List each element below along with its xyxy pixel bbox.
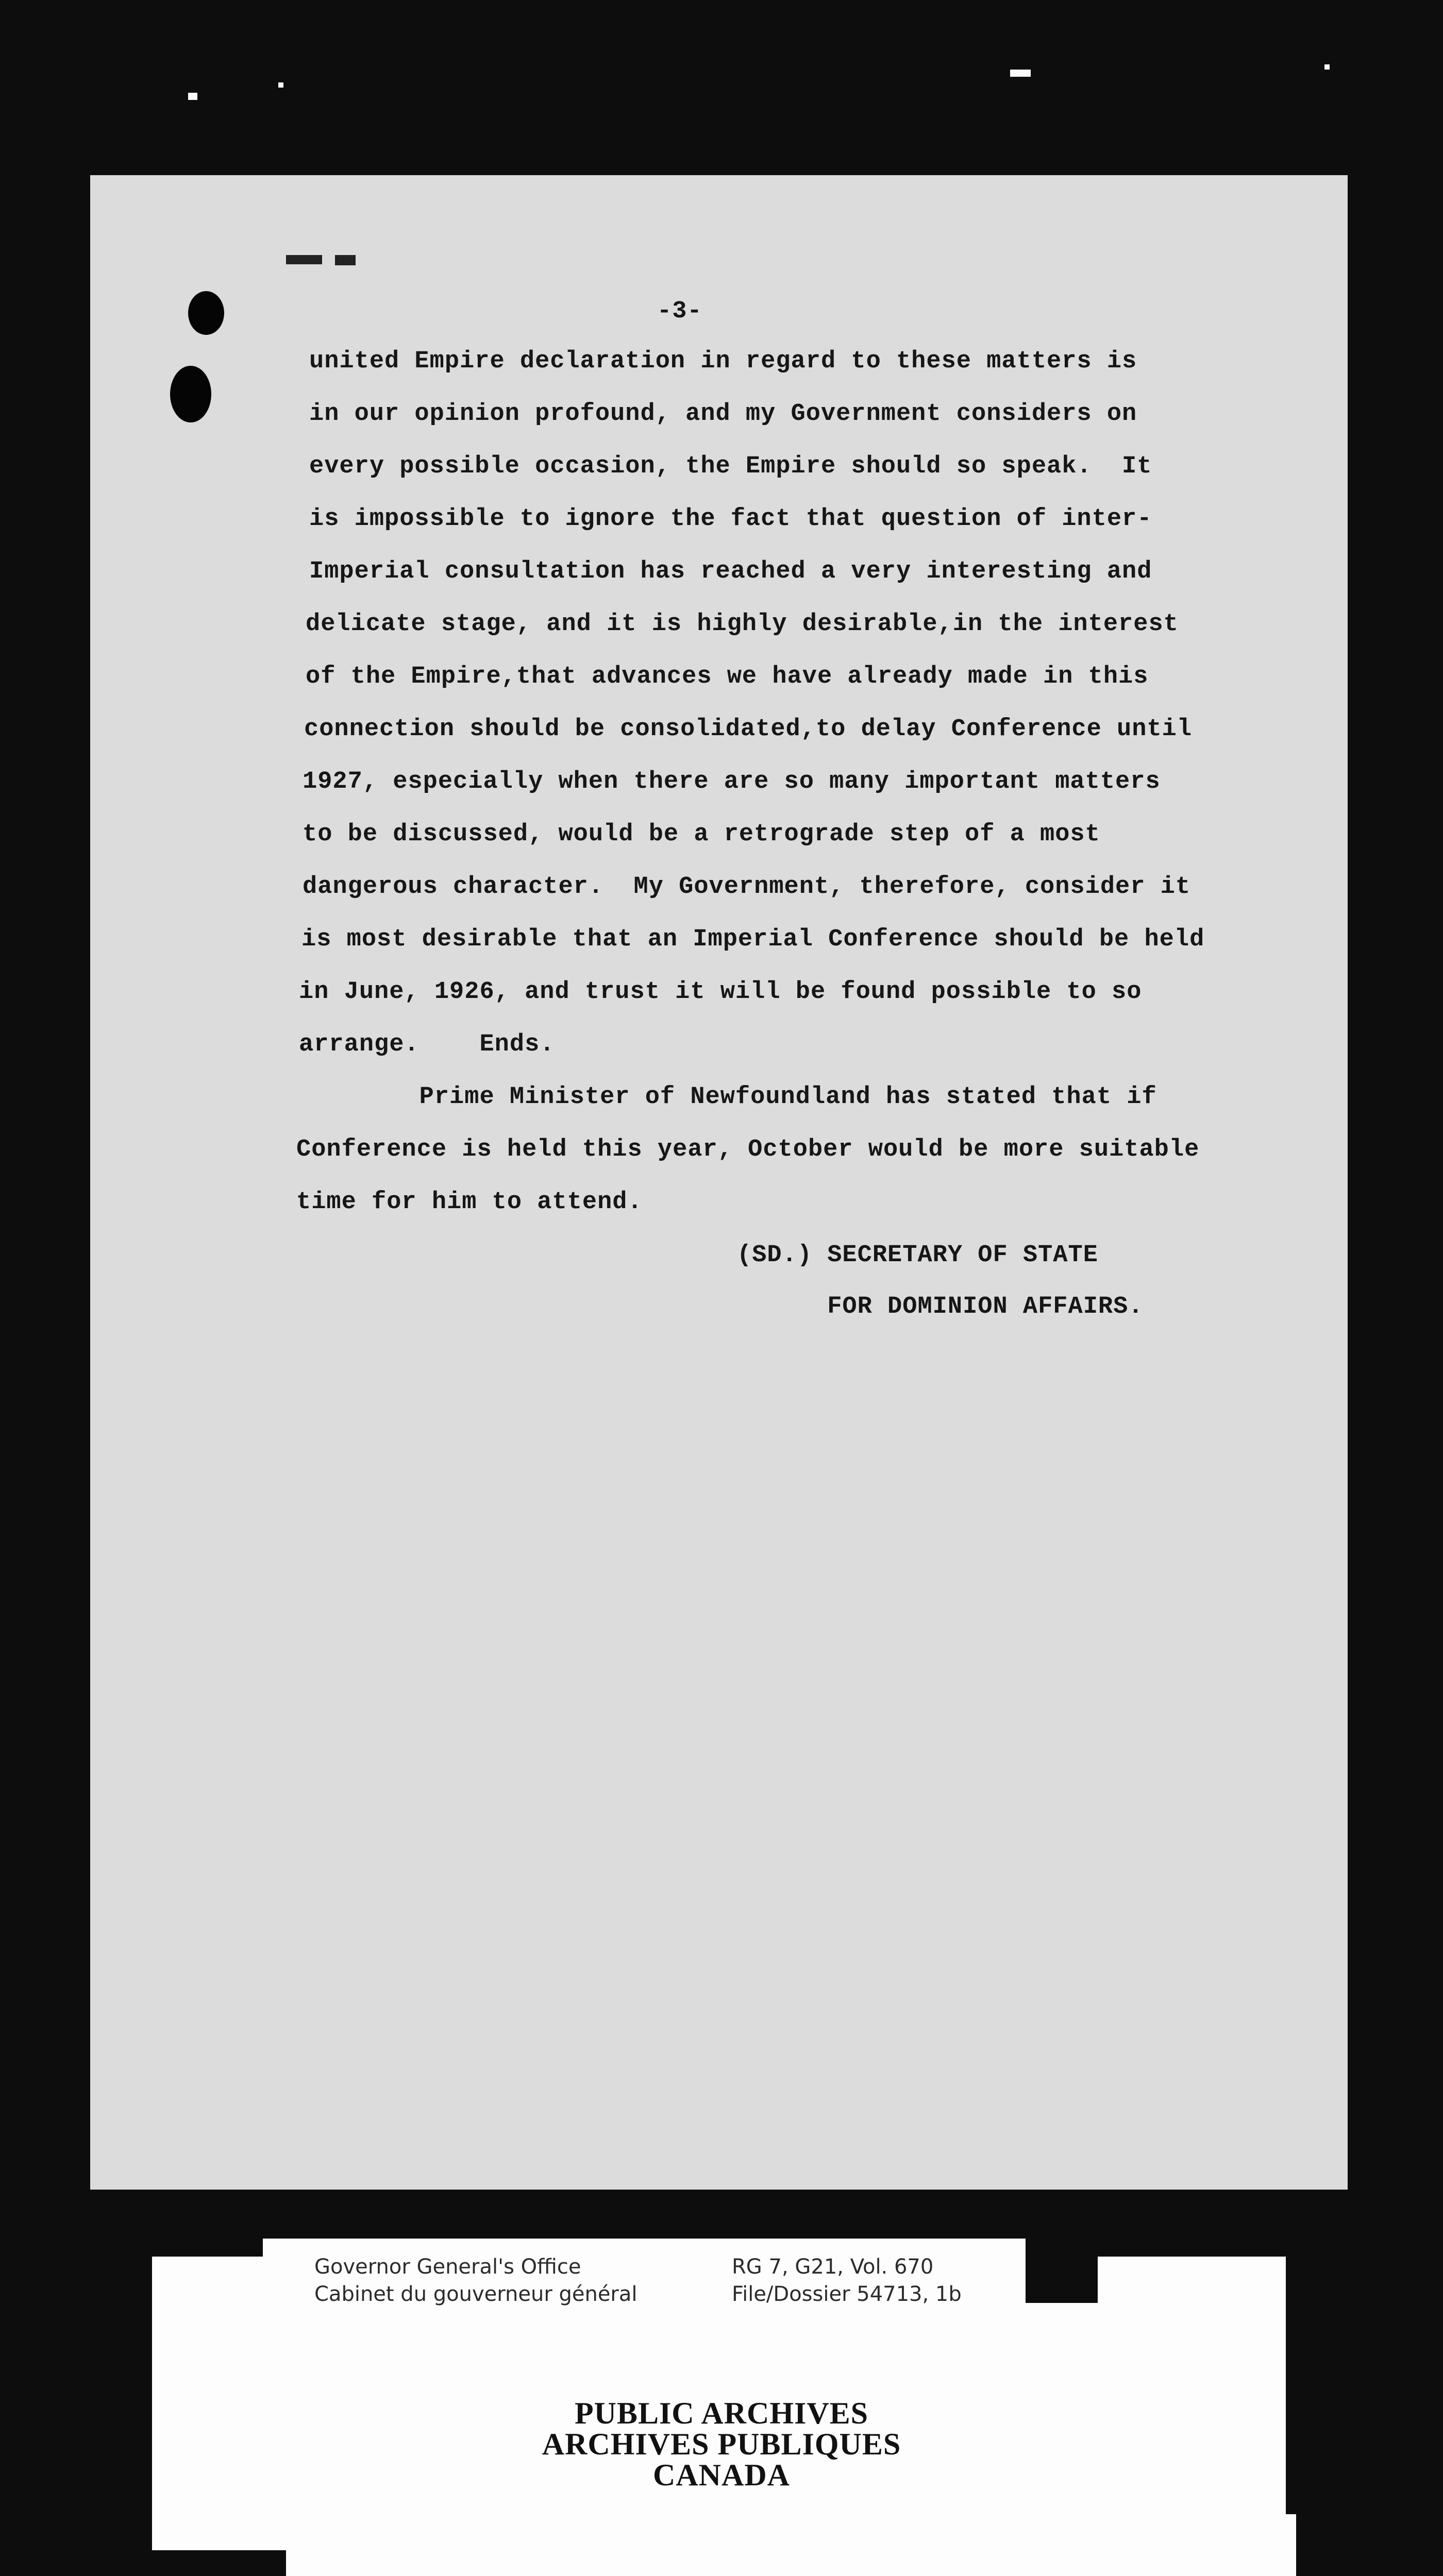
body-line: to be discussed, would be a retrograde step of a most [303, 821, 1100, 848]
page-number: -3- [657, 298, 702, 325]
archive-reference: RG 7, G21, Vol. 670 [732, 2255, 934, 2279]
archive-file: File/Dossier 54713, 1b [732, 2282, 962, 2306]
film-speck [278, 82, 283, 88]
office-en: Governor General's Office [314, 2255, 581, 2279]
archives-stamp-panel-lower [286, 2514, 1296, 2576]
body-line: arrange. Ends. [299, 1031, 555, 1058]
body-line: is impossible to ignore the fact that question of inter- [309, 505, 1152, 533]
body-line: in our opinion profound, and my Government considers on [309, 400, 1137, 428]
body-line: united Empire declaration in regard to these matters is [309, 348, 1137, 375]
punch-hole [170, 366, 211, 422]
stamp-public-archives: PUBLIC ARCHIVES [574, 2396, 869, 2430]
stamp-canada: CANADA [653, 2458, 790, 2492]
signature-line: FOR DOMINION AFFAIRS. [737, 1293, 1144, 1320]
paragraph-line: Prime Minister of Newfoundland has stated that if [299, 1083, 1157, 1111]
document-page [90, 175, 1348, 2190]
stamp-archives-publiques: ARCHIVES PUBLIQUES [542, 2427, 901, 2461]
punch-hole [188, 291, 224, 335]
body-line: 1927, especially when there are so many important matters [303, 768, 1161, 795]
body-line: delicate stage, and it is highly desirable,in the interest [306, 611, 1179, 638]
signature-line: (SD.) SECRETARY OF STATE [737, 1242, 1098, 1269]
film-speck [188, 93, 197, 100]
body-line: is most desirable that an Imperial Conference should be held [301, 926, 1205, 953]
body-line: Imperial consultation has reached a very interesting and [309, 558, 1152, 585]
body-line: of the Empire,that advances we have already made in this [306, 663, 1149, 690]
ink-smudge [286, 255, 322, 264]
paragraph-line: time for him to attend. [296, 1189, 643, 1216]
archive-label [263, 2239, 1026, 2331]
ink-smudge [335, 255, 356, 265]
film-speck [1010, 70, 1031, 77]
body-line: dangerous character. My Government, therefore, consider it [303, 873, 1191, 901]
film-speck [1324, 64, 1330, 70]
office-fr: Cabinet du gouverneur général [314, 2282, 637, 2306]
body-line: connection should be consolidated,to delay Conference until [304, 716, 1193, 743]
paragraph-line: Conference is held this year, October would be more suitable [296, 1136, 1200, 1163]
body-line: in June, 1926, and trust it will be found possible to so [299, 978, 1142, 1006]
body-line: every possible occasion, the Empire should so speak. It [309, 453, 1152, 480]
